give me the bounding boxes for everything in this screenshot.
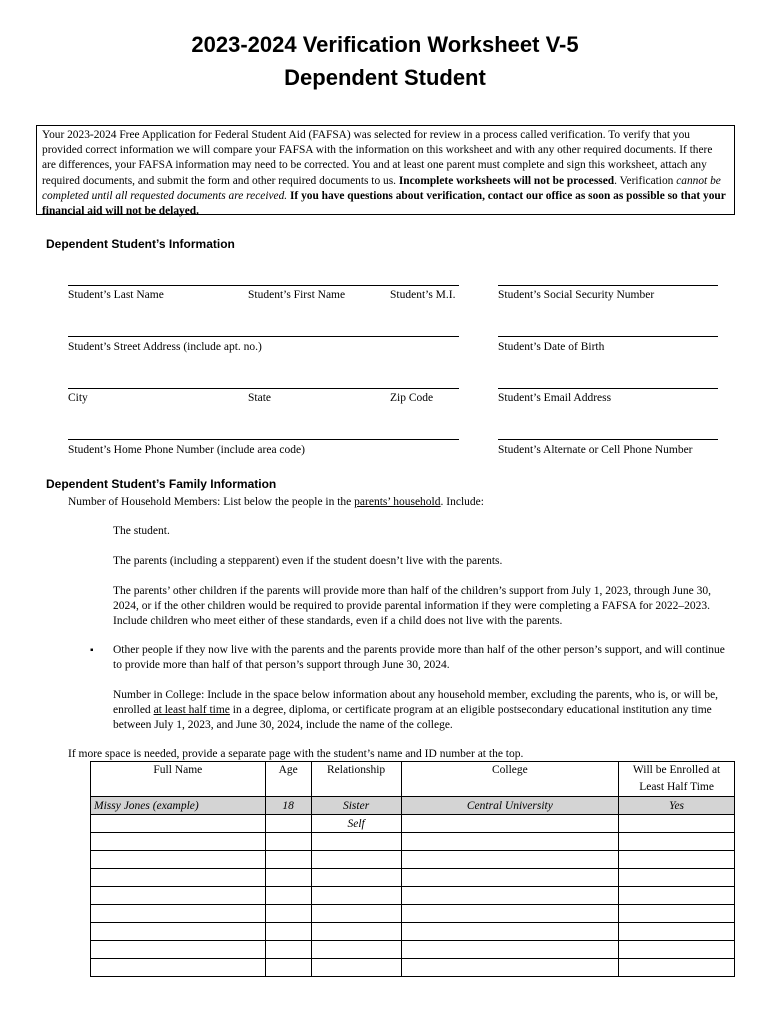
page-subtitle: Dependent Student <box>284 65 486 90</box>
table-row[interactable] <box>91 851 735 869</box>
table-cell[interactable] <box>311 887 401 905</box>
table-cell[interactable] <box>311 941 401 959</box>
table-cell[interactable] <box>619 941 735 959</box>
table-cell[interactable] <box>401 959 619 977</box>
table-cell[interactable] <box>401 869 619 887</box>
intro-bold-warning: Incomplete worksheets will not be processed <box>398 174 615 187</box>
table-row[interactable] <box>91 923 735 941</box>
header-college: College <box>401 762 619 797</box>
half-time-link: at least half time <box>153 704 230 716</box>
table-cell[interactable] <box>265 959 311 977</box>
table-cell: 18 <box>265 797 311 815</box>
first-name-label: Student’s First Name <box>248 289 346 301</box>
table-cell[interactable] <box>311 833 401 851</box>
home-phone-label: Student’s Home Phone Number (include area code) <box>68 444 305 456</box>
last-name-label: Student’s Last Name <box>68 289 164 301</box>
table-row[interactable] <box>91 869 735 887</box>
table-cell[interactable] <box>401 833 619 851</box>
table-cell[interactable] <box>91 887 266 905</box>
table-cell[interactable] <box>401 851 619 869</box>
student-info-heading: Dependent Student’s Information <box>46 237 235 251</box>
table-cell[interactable] <box>401 923 619 941</box>
zip-label: Zip Code <box>390 392 434 404</box>
table-cell[interactable] <box>265 833 311 851</box>
dob-label: Student’s Date of Birth <box>498 341 605 353</box>
header-relationship: Relationship <box>311 762 401 797</box>
table-cell[interactable] <box>265 851 311 869</box>
table-cell[interactable] <box>91 851 266 869</box>
table-row[interactable] <box>91 833 735 851</box>
table-cell[interactable] <box>311 869 401 887</box>
table-cell[interactable] <box>91 869 266 887</box>
table-cell: Central University <box>401 797 619 815</box>
intro-text-2: . Verification <box>614 174 674 187</box>
table-cell[interactable] <box>619 851 735 869</box>
header-full-name: Full Name <box>91 762 266 797</box>
state-label: State <box>248 392 271 404</box>
table-cell: Self <box>311 815 401 833</box>
email-field-line[interactable] <box>498 388 718 389</box>
table-row[interactable] <box>91 941 735 959</box>
table-cell[interactable] <box>401 941 619 959</box>
table-cell[interactable] <box>401 887 619 905</box>
parents-household-link: parents’ household <box>354 496 441 508</box>
name-field-line[interactable] <box>68 285 459 286</box>
cell-phone-field-line[interactable] <box>498 439 718 440</box>
table-cell[interactable] <box>265 923 311 941</box>
header-age: Age <box>265 762 311 797</box>
college-text-end: in a degree, diploma, or certificate program at an eligible postsecondary educational institution any time between July 1, 2023, and June 30, 2024, include the name of the college. <box>113 704 712 731</box>
table-cell[interactable] <box>619 923 735 941</box>
household-text-end: . Include: <box>440 496 484 508</box>
table-cell[interactable] <box>619 815 735 833</box>
household-table <box>90 761 735 977</box>
intro-italic: cannot be completed until all requested documents are received. <box>42 174 721 202</box>
college-text: Number in College: Include in the space below information about any household member, excluding the parents, who is, or will be, enrolled <box>113 689 719 716</box>
table-row[interactable] <box>91 887 735 905</box>
table-cell[interactable] <box>91 923 266 941</box>
number-in-college <box>113 688 733 733</box>
dob-field-line[interactable] <box>498 336 718 337</box>
intro-box <box>36 125 735 218</box>
table-cell[interactable] <box>401 905 619 923</box>
table-cell: Sister <box>311 797 401 815</box>
table-header-row <box>91 762 735 797</box>
include-item-children: The parents’ other children if the parents will provide more than half of the children’s support from July 1, 2023, through June 30, 2024, or if the other children would be required to provide parental information if they were completing a FAFSA for 2022–2023. Include children who meet either of these standards, even if a child does not live with the parents. <box>113 585 711 627</box>
table-cell[interactable] <box>619 959 735 977</box>
table-cell[interactable] <box>91 905 266 923</box>
table-row[interactable] <box>91 959 735 977</box>
city-label: City <box>68 392 88 404</box>
home-phone-field-line[interactable] <box>68 439 459 440</box>
cell-phone-label: Student’s Alternate or Cell Phone Number <box>498 444 693 456</box>
table-cell[interactable] <box>91 815 266 833</box>
bullet-icon: ▪ <box>90 645 94 656</box>
table-cell[interactable] <box>91 833 266 851</box>
include-item-others: Other people if they now live with the parents and the parents provide more than half of the other person’s support, and will continue to provide more than half of that person’s support through June 30, 2024. <box>113 644 725 671</box>
table-cell[interactable] <box>619 887 735 905</box>
household-text: Number of Household Members: List below the people in the <box>68 496 355 508</box>
intro-text: Your 2023-2024 Free Application for Federal Student Aid (FAFSA) was selected for review in a process called verification. To verify that you provided correct information we will compare your FAFSA with the information on this worksheet and with any other required documents. If there are differences, your FAFSA information may need to be corrected. You and at least one parent must complete and sign this worksheet, attach any required documents, and submit the form and other required documents to us. <box>42 129 713 187</box>
more-space-note: If more space is needed, provide a separate page with the student’s name and ID number at the top. <box>68 748 524 760</box>
table-cell[interactable] <box>401 815 619 833</box>
page-title: 2023-2024 Verification Worksheet V-5 <box>191 32 579 57</box>
table-cell: Yes <box>619 797 735 815</box>
table-cell: Missy Jones (example) <box>91 797 266 815</box>
table-cell[interactable] <box>311 905 401 923</box>
table-cell[interactable] <box>619 905 735 923</box>
street-label: Student’s Street Address (include apt. no.) <box>68 341 262 353</box>
include-item-parents: The parents (including a stepparent) even if the student doesn’t live with the parents. <box>113 555 503 567</box>
email-label: Student’s Email Address <box>498 392 612 404</box>
table-cell[interactable] <box>619 833 735 851</box>
ssn-label: Student’s Social Security Number <box>498 289 655 301</box>
family-info-heading: Dependent Student’s Family Information <box>46 477 277 491</box>
table-cell[interactable] <box>311 851 401 869</box>
include-item-student: The student. <box>113 525 170 537</box>
table-row[interactable] <box>91 815 735 833</box>
city-field-line[interactable] <box>68 388 459 389</box>
ssn-field-line[interactable] <box>498 285 718 286</box>
table-cell[interactable] <box>265 887 311 905</box>
example-row <box>91 797 735 815</box>
mi-label: Student’s M.I. <box>390 289 456 301</box>
header-enrolled: Will be Enrolled at Least Half Time <box>619 762 735 797</box>
table-cell[interactable] <box>265 815 311 833</box>
household-intro <box>68 495 728 510</box>
table-cell[interactable] <box>311 959 401 977</box>
table-cell[interactable] <box>265 941 311 959</box>
table-cell[interactable] <box>311 923 401 941</box>
table-cell[interactable] <box>619 869 735 887</box>
table-cell[interactable] <box>265 869 311 887</box>
table-cell[interactable] <box>91 959 266 977</box>
table-cell[interactable] <box>265 905 311 923</box>
table-row[interactable] <box>91 905 735 923</box>
table-cell[interactable] <box>91 941 266 959</box>
intro-bold-contact: If you have questions about verification, contact our office as soon as possible so that your financial aid will not be delayed. <box>42 189 726 218</box>
street-field-line[interactable] <box>68 336 459 337</box>
